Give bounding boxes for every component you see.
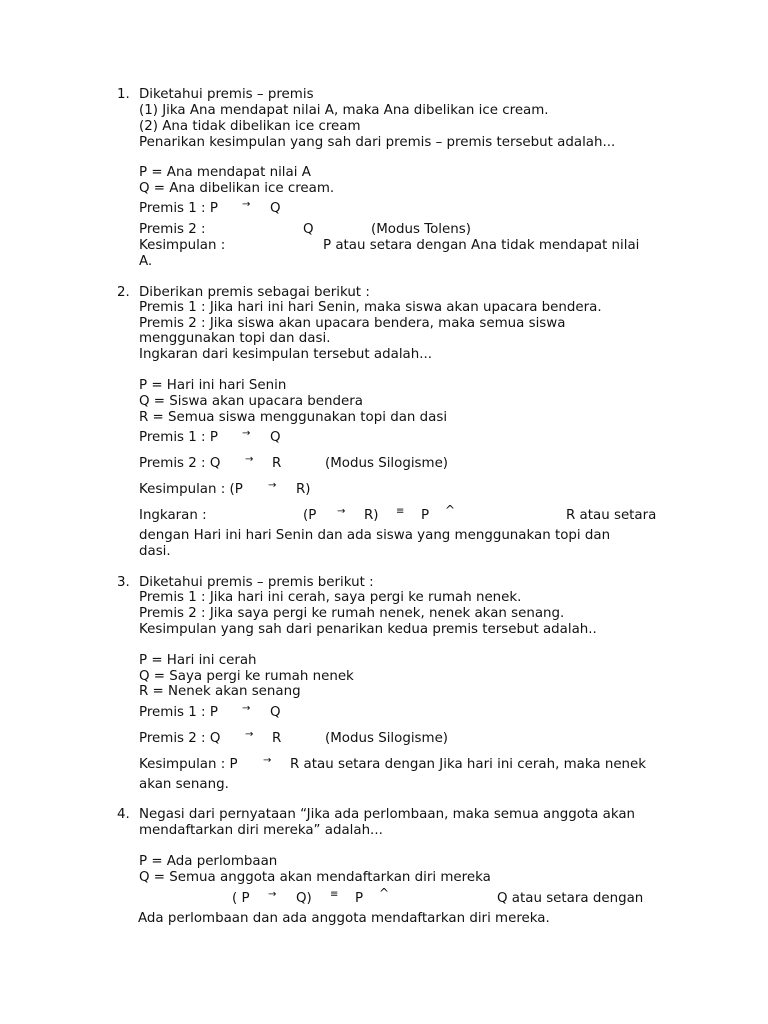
implies-arrow-icon: →: [242, 428, 251, 439]
problem-2-ingkaran-close: R): [364, 508, 379, 523]
problem-2-ingkaran-line-2: dengan Hari ini hari Senin dan ada siswa yang menggunakan topi dan: [139, 528, 611, 543]
problem-4-line-1: Negasi dari pernyataan “Jika ada perlombaan, maka semua anggota akan: [139, 807, 636, 822]
problem-1-line-1: Diketahui premis – premis: [139, 87, 314, 102]
problem-2-line-1: Diberikan premis sebagai berikut :: [139, 285, 370, 300]
implies-arrow-icon: →: [242, 703, 251, 714]
problem-4-negasi-line-2: Ada perlombaan dan ada anggota mendaftarkan diri mereka.: [138, 911, 550, 926]
problem-2-premis-2-note: (Modus Silogisme): [325, 456, 449, 471]
implies-arrow-icon: →: [268, 480, 277, 491]
problem-3-line-2: Premis 1 : Jika hari ini cerah, saya pergi ke rumah nenek.: [139, 590, 522, 605]
problem-3-kesimpulan-cont: akan senang.: [139, 777, 229, 792]
problem-2-line-2: Premis 1 : Jika hari ini hari Senin, maka siswa akan upacara bendera.: [139, 300, 602, 315]
problem-1-premis-2-var: Q: [303, 222, 314, 237]
implies-arrow-icon: →: [337, 506, 346, 517]
problem-1-premis-2-note: (Modus Tolens): [371, 222, 471, 237]
problem-4-negasi-p: P: [355, 891, 364, 906]
problem-3-def-p: P = Hari ini cerah: [139, 653, 257, 668]
problem-4-negasi-open: ( P: [232, 891, 250, 906]
implies-arrow-icon: →: [263, 755, 272, 766]
problem-2-premis-2-label: Premis 2 : Q: [139, 456, 221, 471]
problem-1-line-2: (1) Jika Ana mendapat nilai A, maka Ana dibelikan ice cream.: [139, 103, 549, 118]
problem-4-number: 4.: [117, 807, 130, 822]
problem-2-kesimpulan-right: R): [296, 482, 311, 497]
problem-4-def-p: P = Ada perlombaan: [139, 854, 278, 869]
problem-1-def-p: P = Ana mendapat nilai A: [139, 165, 311, 180]
implies-arrow-icon: →: [242, 199, 251, 210]
problem-2-premis-1-label: Premis 1 : P: [139, 430, 218, 445]
problem-2-number: 2.: [117, 285, 130, 300]
problem-4-negasi-close: Q): [296, 891, 312, 906]
problem-2-kesimpulan-label: Kesimpulan : (P: [139, 482, 243, 497]
problem-1-number: 1.: [117, 87, 130, 102]
problem-2-premis-2-right: R: [272, 456, 282, 471]
problem-4-negasi-tail: Q atau setara dengan: [497, 891, 644, 906]
problem-3-def-q: Q = Saya pergi ke rumah nenek: [139, 669, 354, 684]
problem-3-premis-2-right: R: [272, 731, 282, 746]
problem-3-premis-2-label: Premis 2 : Q: [139, 731, 221, 746]
and-icon: ^: [445, 503, 456, 517]
and-icon: ^: [379, 886, 390, 900]
problem-2-line-4: menggunakan topi dan dasi.: [139, 331, 331, 346]
problem-1-kesimpulan-cont: A.: [139, 254, 153, 269]
problem-3-line-3: Premis 2 : Jika saya pergi ke rumah nenek, nenek akan senang.: [139, 606, 565, 621]
problem-2-premis-1-right: Q: [270, 430, 281, 445]
problem-3-premis-2-note: (Modus Silogisme): [325, 731, 449, 746]
problem-2-ingkaran-line-3: dasi.: [139, 544, 171, 559]
problem-3-line-4: Kesimpulan yang sah dari penarikan kedua premis tersebut adalah..: [139, 622, 597, 637]
problem-3-line-1: Diketahui premis – premis berikut :: [139, 575, 374, 590]
problem-2-def-p: P = Hari ini hari Senin: [139, 378, 287, 393]
problem-1-kesimpulan-text: P atau setara dengan Ana tidak mendapat nilai: [323, 238, 640, 253]
implies-arrow-icon: →: [245, 454, 254, 465]
problem-2-ingkaran-label: Ingkaran :: [139, 508, 207, 523]
equivalent-icon: ≡: [330, 889, 339, 900]
problem-2-line-3: Premis 2 : Jika siswa akan upacara bendera, maka semua siswa: [139, 316, 566, 331]
problem-3-number: 3.: [117, 575, 130, 590]
implies-arrow-icon: →: [268, 889, 277, 900]
problem-1-kesimpulan-label: Kesimpulan :: [139, 238, 226, 253]
problem-2-def-r: R = Semua siswa menggunakan topi dan dasi: [139, 410, 448, 425]
equivalent-icon: ≡: [396, 506, 405, 517]
problem-2-ingkaran-tail: R atau setara: [566, 508, 657, 523]
problem-3-def-r: R = Nenek akan senang: [139, 684, 301, 699]
problem-1-def-q: Q = Ana dibelikan ice cream.: [139, 181, 335, 196]
problem-1-premis-1-right: Q: [270, 201, 281, 216]
problem-3-kesimpulan-label: Kesimpulan : P: [139, 757, 238, 772]
problem-2-line-5: Ingkaran dari kesimpulan tersebut adalah...: [139, 347, 433, 362]
problem-2-def-q: Q = Siswa akan upacara bendera: [139, 394, 363, 409]
problem-4-line-2: mendaftarkan diri mereka” adalah...: [139, 823, 383, 838]
implies-arrow-icon: →: [245, 729, 254, 740]
problem-1-line-3: (2) Ana tidak dibelikan ice cream: [139, 119, 361, 134]
problem-1-premis-2-label: Premis 2 :: [139, 222, 206, 237]
problem-4-def-q: Q = Semua anggota akan mendaftarkan diri mereka: [139, 870, 491, 885]
problem-3-premis-1-right: Q: [270, 705, 281, 720]
problem-1-line-4: Penarikan kesimpulan yang sah dari premis – premis tersebut adalah...: [139, 135, 616, 150]
problem-3-premis-1-label: Premis 1 : P: [139, 705, 218, 720]
problem-2-ingkaran-p: P: [421, 508, 430, 523]
problem-2-ingkaran-open: (P: [303, 508, 317, 523]
problem-3-kesimpulan-text: R atau setara dengan Jika hari ini cerah, maka nenek: [290, 757, 647, 772]
problem-1-premis-1-label: Premis 1 : P: [139, 201, 218, 216]
